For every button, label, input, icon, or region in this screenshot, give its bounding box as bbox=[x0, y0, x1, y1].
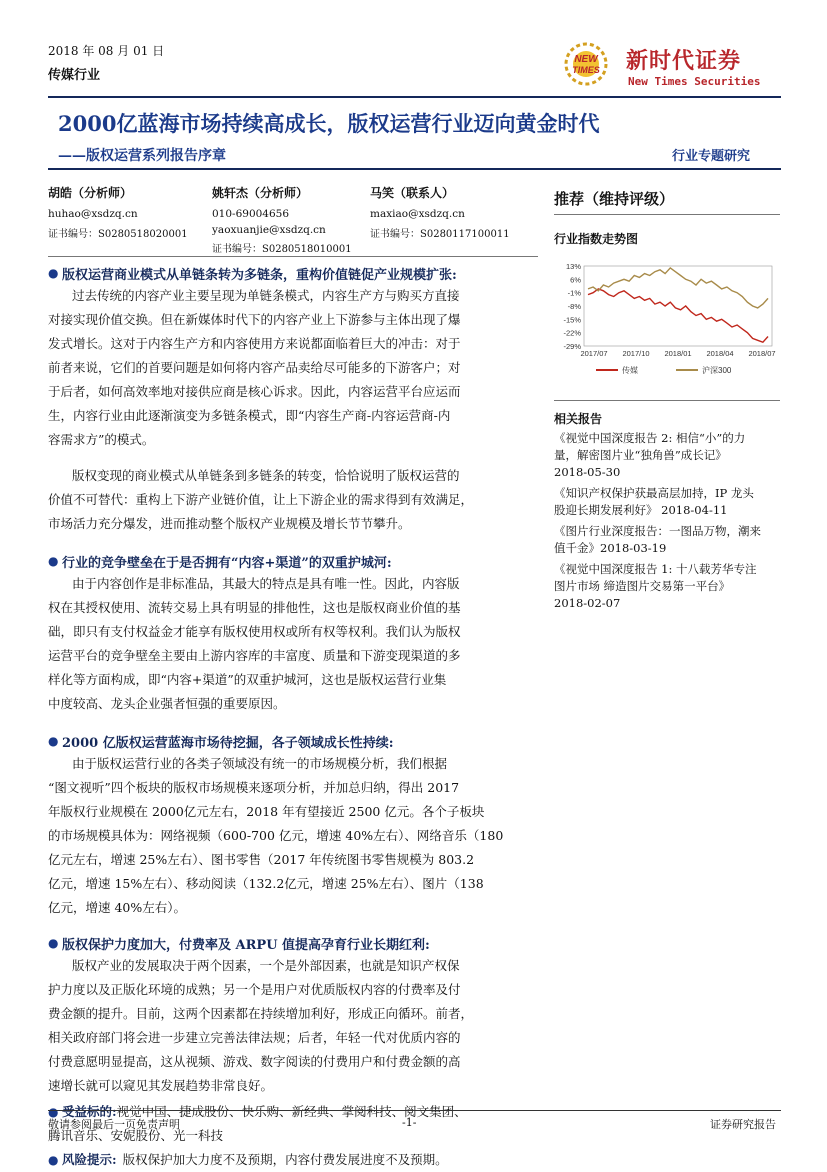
paragraph-line: 发式增长。这对于内容生产方和内容使用方来说都面临着巨大的冲击：对于 bbox=[48, 336, 461, 351]
paragraph-line: 础，即只有支付权益金才能享有版权使用权或所有权等权利。我们认为版权 bbox=[48, 624, 461, 639]
footer-report-type: 证券研究报告 bbox=[710, 1118, 776, 1131]
report-type: 行业专题研究 bbox=[672, 149, 751, 164]
footer-disclaimer[interactable]: 敬请参阅最后一页免责声明 bbox=[48, 1118, 180, 1131]
paragraph-line: 样化等方面构成，即“内容+渠道”的双重护城河，这也是版权运营行业集 bbox=[48, 672, 447, 687]
section-heading: ● 版权保护力度加大，付费率及 ARPU 值提高孕育行业长期红利: bbox=[48, 936, 430, 953]
industry-label: 传媒行业 bbox=[48, 68, 101, 83]
paragraph-line: 权在其授权使用、流转交易上具有明显的排他性，这也是版权商业价值的基 bbox=[48, 600, 461, 615]
paragraph-line: 过去传统的内容产业主要呈现为单链条模式，内容生产方与购买方直接 bbox=[72, 288, 460, 303]
paragraph-line: 市场活力充分爆发，进而推动整个版权产业规模及增长节节攀升。 bbox=[48, 516, 411, 531]
x-tick-label: 2018/04 bbox=[706, 349, 734, 358]
company-name-cn: 新时代证券 bbox=[626, 48, 742, 74]
y-tick-label: -8% bbox=[567, 302, 581, 311]
paragraph-line: 护力度以及正版化环境的成熟；另一个是用户对优质版权内容的付费率及付 bbox=[48, 982, 461, 997]
chart-title: 行业指数走势图 bbox=[554, 232, 639, 246]
main-content bbox=[48, 262, 538, 1172]
paragraph-line: 亿元左右，增速 25%左右）、图书零售（2017 年传统图书零售规模为 803.2 bbox=[48, 852, 475, 867]
analyst-name: 马笑（联系人） bbox=[370, 186, 455, 200]
y-tick-label: 6% bbox=[570, 275, 581, 285]
paragraph-line: 容需求方”的模式。 bbox=[48, 432, 155, 447]
company-name-en: New Times Securities bbox=[628, 75, 761, 88]
related-title: 相关报告 bbox=[554, 412, 603, 426]
beneficiaries: ● 受益标的:视觉中国、捷成股份、快乐购、新经典、掌阅科技、阅文集团、 腾讯音乐、安妮股份、光一科技 bbox=[48, 1104, 467, 1143]
y-tick-label: -29% bbox=[563, 342, 581, 351]
paragraph-line: 相关政府部门将会进一步建立完善法律法规；后者，年轻一代对优质内容的 bbox=[48, 1030, 461, 1045]
report-title: 2000亿蓝海市场持续高成长，版权运营行业迈向黄金时代 bbox=[58, 111, 600, 136]
legend-label: 沪深300 bbox=[702, 366, 732, 375]
paragraph-line: 运营平台的竞争壁垒主要由上游内容库的丰富度、质量和下游变现渠道的多 bbox=[48, 648, 461, 663]
series-line-csi300 bbox=[588, 268, 768, 308]
related-report-item[interactable]: 《视觉中国深度报告 1: 十八载芳华专注 图片市场 缔造图片交易第一平台》 2018-02-07 bbox=[554, 562, 757, 610]
company-logo bbox=[556, 40, 618, 90]
analyst-name: 胡皓（分析师） bbox=[48, 186, 133, 200]
paragraph-line: 速增长就可以窥见其发展趋势非常良好。 bbox=[48, 1078, 274, 1093]
y-tick-label: 13% bbox=[565, 262, 581, 271]
paragraph-line: 对接实现价值交换。但在新媒体时代下的内容产业上下游参与主体出现了爆 bbox=[48, 312, 461, 327]
analyst-cert: 证书编号：S0280117100011 bbox=[370, 229, 510, 240]
related-reports bbox=[554, 430, 780, 612]
related-report-item[interactable]: 《知识产权保护获最高层加持，IP 龙头 股迎长期发展利好》 2018-04-11 bbox=[554, 486, 754, 517]
paragraph-line: 中度较高、龙头企业强者恒强的重要原因。 bbox=[48, 696, 286, 711]
risk-warning: ● 风险提示: 版权保护加大力度不及预期，内容付费发展进度不及预期。 bbox=[48, 1152, 448, 1167]
svg-text:TIMES: TIMES bbox=[572, 65, 600, 75]
x-tick-label: 2017/10 bbox=[622, 349, 650, 358]
paragraph-line: 前者来说，它们的首要问题是如何将内容产品卖给尽可能多的下游客户；对 bbox=[48, 360, 461, 375]
analyst-cert: 证书编号：S0280518020001 bbox=[48, 229, 188, 240]
paragraph-line: 付费意愿明显提高，这从视频、游戏、数字阅读的付费用户和付费金额的高 bbox=[48, 1054, 461, 1069]
y-tick-label: -1% bbox=[567, 288, 581, 298]
analyst-cert: 证书编号：S0280518010001 bbox=[212, 244, 352, 255]
y-tick-label: -15% bbox=[563, 315, 581, 325]
paragraph-line: 版权产业的发展取决于两个因素，一个是外部因素，也就是知识产权保 bbox=[72, 958, 460, 973]
paragraph-line: 由于内容创作是非标准品，其最大的特点是具有唯一性。因此，内容版 bbox=[72, 576, 460, 591]
analyst-name: 姚轩杰（分析师） bbox=[212, 186, 309, 200]
paragraph-line: 亿元，增速 15%左右）、移动阅读（132.2亿元，增速 25%左右）、图片（138 bbox=[48, 876, 484, 891]
paragraph-line: 费金额的提升。目前，这两个因素都在持续增加利好，形成正向循环。前者， bbox=[48, 1006, 474, 1021]
series-line-media bbox=[588, 289, 768, 342]
x-tick-label: 2018/07 bbox=[748, 349, 776, 358]
paragraph-line: 亿元，增速 40%左右）。 bbox=[48, 900, 187, 915]
paragraph-line: 年版权行业规模在 2000亿元左右，2018 年有望接近 2500 亿元。各个子板块 bbox=[48, 804, 485, 819]
x-tick-label: 2017/07 bbox=[580, 349, 608, 358]
y-tick-label: -22% bbox=[563, 328, 581, 338]
analyst-phone: 010-69004656 bbox=[212, 208, 290, 220]
report-subtitle: ——版权运营系列报告序章 bbox=[58, 148, 226, 164]
rating: 推荐（维持评级） bbox=[554, 190, 675, 208]
related-report-item[interactable]: 《图片行业深度报告：一图品万物，潮来 值千金》2018-03-19 bbox=[554, 524, 761, 555]
legend-label: 传媒 bbox=[622, 366, 638, 375]
analyst-email: yaoxuanjie@xsdzq.cn bbox=[212, 224, 326, 236]
section-heading: ● 2000 亿版权运营蓝海市场待挖掘，各子领域成长性持续: bbox=[48, 734, 394, 751]
paragraph-line: 于后者，如何高效率地对接供应商是核心诉求。因此，内容运营平台应运而 bbox=[48, 384, 461, 399]
section-heading: ● 版权运营商业模式从单链条转为多链条，重构价值链促产业规模扩张: bbox=[48, 266, 457, 283]
index-chart bbox=[554, 258, 780, 388]
svg-text:NEW: NEW bbox=[574, 54, 598, 65]
paragraph-line: 生，内容行业由此逐渐演变为多链条模式，即“内容生产商-内容运营商-内 bbox=[48, 408, 451, 423]
analyst-email: maxiao@xsdzq.cn bbox=[370, 208, 465, 220]
paragraph-line: 由于版权运营行业的各类子领域没有统一的市场规模分析，我们根据 bbox=[72, 756, 448, 771]
page-number: -1- bbox=[402, 1116, 417, 1129]
analyst-email: huhao@xsdzq.cn bbox=[48, 208, 138, 220]
report-date: 2018 年 08 月 01 日 bbox=[48, 44, 165, 58]
related-report-item[interactable]: 《视觉中国深度报告 2: 相信“小”的力 量，解密图片业“独角兽”成长记》 2018-05-30 bbox=[554, 431, 746, 479]
paragraph-line: 版权变现的商业模式从单链条到多链条的转变，恰恰说明了版权运营的 bbox=[72, 468, 460, 483]
paragraph-line: 的市场规模具体为：网络视频（600-700 亿元，增速 40%左右）、网络音乐（180 bbox=[48, 828, 504, 843]
section-heading: ● 行业的竞争壁垒在于是否拥有“内容+渠道”的双重护城河: bbox=[48, 554, 392, 571]
plot-frame bbox=[584, 266, 772, 346]
paragraph-line: “图文视听”四个板块的版权市场规模来逐项分析，并加总归纳，得出 2017 bbox=[48, 780, 460, 795]
paragraph-line: 价值不可替代：重构上下游产业链价值，让上下游企业的需求得到有效满足， bbox=[48, 492, 474, 507]
x-tick-label: 2018/01 bbox=[664, 349, 692, 358]
